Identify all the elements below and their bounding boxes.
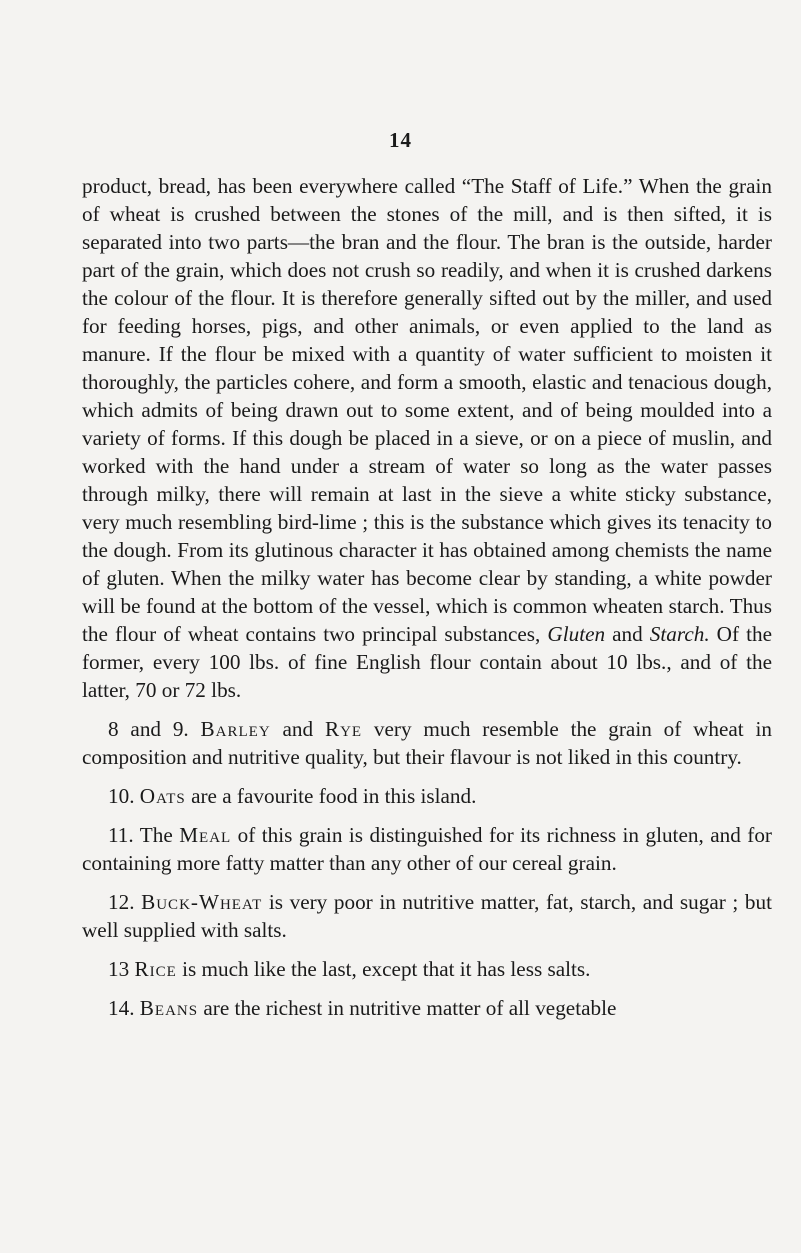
body-text xyxy=(82,172,772,1022)
small-caps-heading: Barley xyxy=(200,717,271,741)
text-run: 10. xyxy=(108,784,140,808)
text-run: 12. xyxy=(108,890,142,914)
small-caps-heading: Rye xyxy=(324,717,363,741)
paragraph-beans xyxy=(82,994,772,1022)
text-run: and xyxy=(605,622,650,646)
paragraph-barley-rye xyxy=(82,715,772,771)
italic-term: Starch. xyxy=(649,622,710,646)
paragraph-oat-meal xyxy=(82,821,772,877)
small-caps-heading: Buck-Wheat xyxy=(141,890,263,914)
text-run: and xyxy=(270,717,325,741)
paragraph-oats xyxy=(82,782,772,810)
text-run: of this grain is distinguished for its richness in gluten, and for containing more fatty matter than any other of our cereal grain. xyxy=(82,823,772,875)
text-run: 14. xyxy=(108,996,140,1020)
text-run: 11. The xyxy=(108,823,180,847)
small-caps-heading: Meal xyxy=(179,823,232,847)
paragraph-buck-wheat xyxy=(82,888,772,944)
italic-term: Gluten xyxy=(547,622,606,646)
small-caps-heading: Rice xyxy=(134,957,177,981)
text-run: is very poor in nutritive matter, fat, starch, and sugar ; but well supplied with salts. xyxy=(82,890,772,942)
text-run: are a favourite food in this island. xyxy=(185,784,477,808)
text-run: 8 and 9. xyxy=(108,717,201,741)
small-caps-heading: Beans xyxy=(139,996,199,1020)
text-run: is much like the last, except that it has less salts. xyxy=(176,957,591,981)
text-run: are the richest in nutritive matter of all vegetable xyxy=(198,996,617,1020)
paragraph-wheat-flour xyxy=(82,172,772,704)
text-run: 13 xyxy=(108,957,135,981)
paragraph-rice xyxy=(82,955,772,983)
page-number: 14 xyxy=(389,128,412,152)
text-run: Of the former, every 100 lbs. of fine English flour contain about 10 lbs., and of the latter, 70 or 72 lbs. xyxy=(82,622,772,702)
text-run: product, bread, has been everywhere called “The Staff of Life.” When the grain of wheat is crushed between the stones of the mill, and is then sifted, it is separated into two parts—the bran and the flour. The bran is the outside, harder part of the grain, which does not crush so readily, and when it is crushed darkens the colour of the flour. It is therefore generally sifted out by the miller, and used for feeding horses, pigs, and other animals, or even applied to the land as manure. If the flour be mixed with a quantity of water sufficient to moisten it thoroughly, the particles cohere, and form a smooth, elastic and tenacious dough, which admits of being drawn out to some extent, and of being moulded into a variety of forms. If this dough be placed in a sieve, or on a piece of muslin, and worked with the hand under a stream of water so long as the water passes through milky, there will remain at last in the sieve a white sticky substance, very much resembling bird-lime ; this is the substance which gives its tenacity to the dough. From its glutinous character it has obtained among chemists the name of gluten. When the milky water has become clear by standing, a white powder will be found at the bottom of the vessel, which is common wheaten starch. Thus the flour of wheat contains two principal substances, xyxy=(82,174,772,646)
small-caps-heading: Oats xyxy=(139,784,186,808)
text-run: very much resemble the grain of wheat in composition and nutritive quality, but their flavour is not liked in this country. xyxy=(82,717,772,769)
